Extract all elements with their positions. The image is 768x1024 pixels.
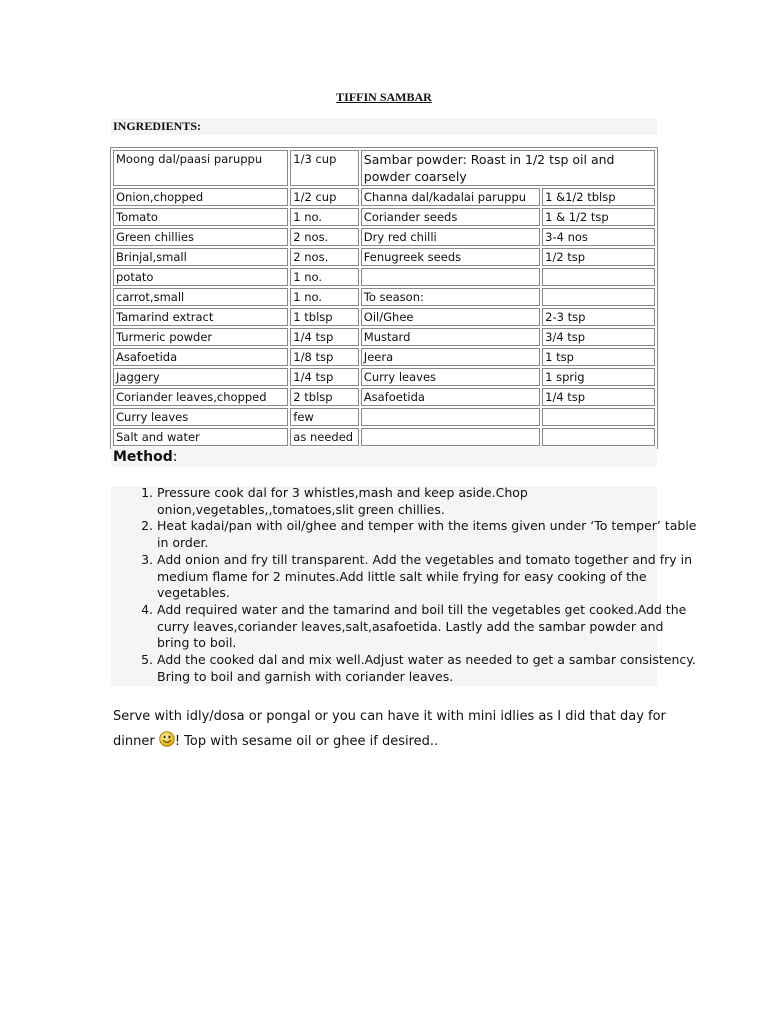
ingredients-table	[110, 147, 658, 449]
table-cell: Tomato	[113, 208, 288, 226]
table-row	[113, 428, 655, 446]
table-cell: 1/4 tsp	[290, 328, 359, 346]
serve-text-end: ! Top with sesame oil or ghee if desired..	[174, 734, 439, 749]
table-cell: few	[290, 408, 359, 426]
table-cell: Sambar powder: Roast in 1/2 tsp oil and powder coarsely	[361, 150, 655, 186]
table-cell: 1/2 tsp	[542, 248, 655, 266]
table-row	[113, 150, 655, 186]
table-cell	[361, 428, 540, 446]
table-cell: Jaggery	[113, 368, 288, 386]
table-cell: 2-3 tsp	[542, 308, 655, 326]
table-cell: 1 sprig	[542, 368, 655, 386]
table-row	[113, 228, 655, 246]
table-row	[113, 328, 655, 346]
table-cell: To season:	[361, 288, 540, 306]
table-cell: 1/8 tsp	[290, 348, 359, 366]
step-item: 2. Heat kadai/pan with oil/ghee and temper with the items given under ‘To temper’ table in order.	[157, 518, 697, 551]
table-row	[113, 208, 655, 226]
table-cell	[361, 408, 540, 426]
table-cell: Curry leaves	[361, 368, 540, 386]
table-row	[113, 248, 655, 266]
table-cell: Moong dal/paasi paruppu	[113, 150, 288, 186]
table-row	[113, 308, 655, 326]
table-cell: Dry red chilli	[361, 228, 540, 246]
table-cell: Tamarind extract	[113, 308, 288, 326]
table-cell: Curry leaves	[113, 408, 288, 426]
table-cell: Coriander seeds	[361, 208, 540, 226]
table-cell: potato	[113, 268, 288, 286]
step-item: 4. Add required water and the tamarind and boil till the vegetables get cooked.Add the curry leaves,coriander leaves,salt,asafoetida. Lastly add the sambar powder and bring to boil.	[157, 602, 697, 652]
table-cell	[542, 408, 655, 426]
table-cell: Onion,chopped	[113, 188, 288, 206]
table-cell	[542, 288, 655, 306]
table-row	[113, 408, 655, 426]
table-cell: 3/4 tsp	[542, 328, 655, 346]
table-cell: Jeera	[361, 348, 540, 366]
table-cell: Green chillies	[113, 228, 288, 246]
table-row	[113, 348, 655, 366]
table-row	[113, 188, 655, 206]
table-cell: Brinjal,small	[113, 248, 288, 266]
method-label: Method	[113, 449, 173, 465]
table-cell: 1/4 tsp	[290, 368, 359, 386]
ingredients-heading: INGREDIENTS:	[111, 118, 657, 135]
table-row	[113, 268, 655, 286]
table-cell: Salt and water	[113, 428, 288, 446]
table-cell: Channa dal/kadalai paruppu	[361, 188, 540, 206]
page-title: TIFFIN SAMBAR	[336, 90, 432, 104]
table-row	[113, 388, 655, 406]
table-cell: 1/4 tsp	[542, 388, 655, 406]
serve-paragraph	[113, 704, 673, 754]
step-item: 3. Add onion and fry till transparent. Add the vegetables and tomato together and fry in medium flame for 2 minutes.Add little salt while frying for easy cooking of the vegetables.	[157, 552, 697, 602]
table-cell: carrot,small	[113, 288, 288, 306]
table-cell: 2 nos.	[290, 248, 359, 266]
table-cell: Asafoetida	[113, 348, 288, 366]
table-cell: 1 tsp	[542, 348, 655, 366]
table-cell: Coriander leaves,chopped	[113, 388, 288, 406]
table-cell: Turmeric powder	[113, 328, 288, 346]
method-heading	[111, 447, 657, 467]
method-colon: :	[172, 449, 178, 465]
step-item: 1. Pressure cook dal for 3 whistles,mash and keep aside.Chop onion,vegetables,,tomatoes,slit green chillies.	[157, 485, 697, 518]
table-cell: Asafoetida	[361, 388, 540, 406]
table-cell: as needed	[290, 428, 359, 446]
serve-text: Serve with idly/dosa or pongal or you can have it with mini idlies as I did that day for dinner	[113, 709, 666, 749]
table-cell: 1 no.	[290, 208, 359, 226]
table-cell: 1 no.	[290, 268, 359, 286]
table-row	[113, 288, 655, 306]
table-cell: 1 &1/2 tblsp	[542, 188, 655, 206]
table-cell: 1 & 1/2 tsp	[542, 208, 655, 226]
table-cell	[361, 268, 540, 286]
table-cell: 2 tblsp	[290, 388, 359, 406]
table-cell: 1/2 cup	[290, 188, 359, 206]
table-cell: 1/3 cup	[290, 150, 359, 186]
table-row	[113, 368, 655, 386]
table-cell: 1 no.	[290, 288, 359, 306]
table-cell	[542, 428, 655, 446]
table-cell: Oil/Ghee	[361, 308, 540, 326]
table-cell: 3-4 nos	[542, 228, 655, 246]
method-steps	[113, 485, 697, 685]
step-item: 5. Add the cooked dal and mix well.Adjust water as needed to get a sambar consistency. Bring to boil and garnish with coriander leaves.	[157, 652, 697, 685]
table-cell: Fenugreek seeds	[361, 248, 540, 266]
table-cell: 2 nos.	[290, 228, 359, 246]
table-cell: Mustard	[361, 328, 540, 346]
table-cell: 1 tblsp	[290, 308, 359, 326]
table-cell	[542, 268, 655, 286]
smiley-icon	[159, 731, 175, 747]
